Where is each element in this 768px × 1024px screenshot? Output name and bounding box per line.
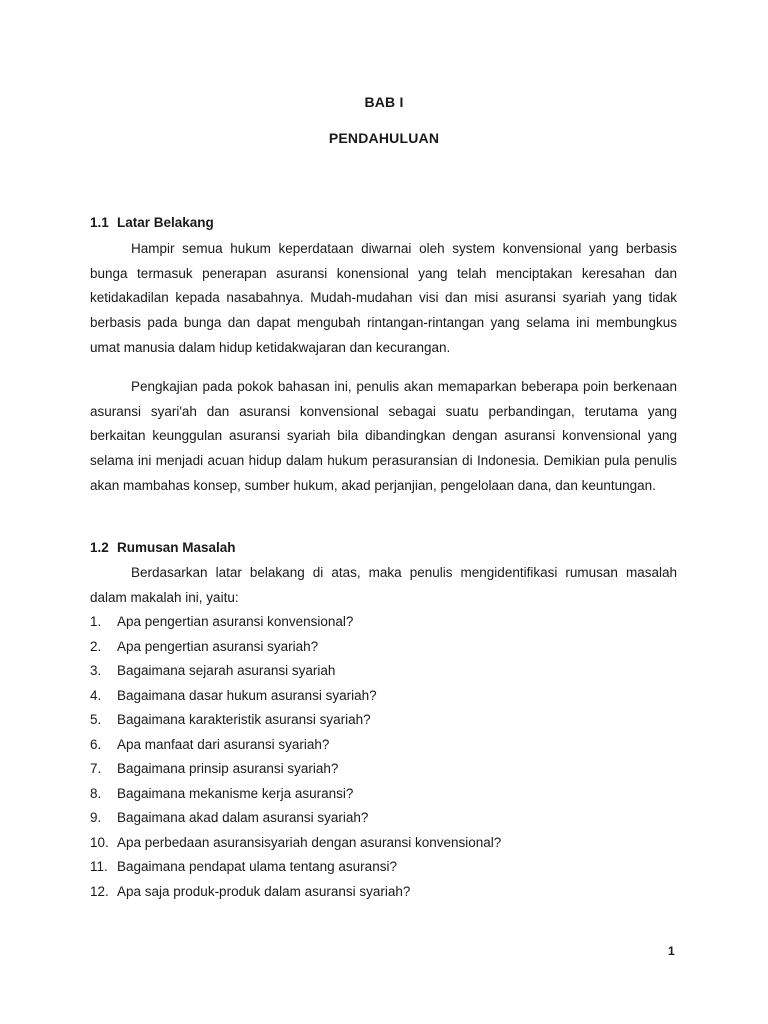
list-item-text: Bagaimana akad dalam asuransi syariah?: [117, 810, 369, 825]
list-item-number: 3.: [90, 663, 102, 678]
list-item: [90, 806, 501, 831]
list-item-text: Apa pengertian asuransi syariah?: [117, 638, 319, 654]
section-title: Rumusan Masalah: [117, 540, 236, 555]
paragraph-latar-belakang-2: Pengkajian pada pokok bahasan ini, penulis akan memaparkan beberapa poin berkenaan asuransi syari'ah dan asuransi konvensional sebagai suatu perbandingan, terutama yang berkaitan keunggulan asuransi syariah bila dibandingkan dengan asuransi konvensional yang selama ini menjadi acuan hidup dalam hukum perasuransian di Indonesia. Demikian pula penulis akan mambahas konsep, sumber hukum, akad perjanjian, pengelolaan dana, dan keuntungan.: [90, 379, 677, 493]
list-item-text: Bagaimana pendapat ulama tentang asuransi?: [117, 859, 397, 874]
list-item-number: 7.: [90, 761, 102, 776]
list-item-text: Bagaimana sejarah asuransi syariah: [117, 663, 336, 678]
list-item: [90, 831, 501, 856]
list-item: [90, 855, 501, 880]
chapter-number: BAB I: [364, 94, 404, 110]
paragraph-rumusan-masalah: Berdasarkan latar belakang di atas, maka penulis mengidentifikasi rumusan masalah dalam makalah ini, yaitu:: [90, 565, 677, 605]
page-number: 1: [668, 944, 675, 958]
list-item: [90, 708, 501, 733]
list-item-number: 8.: [90, 785, 102, 801]
section-heading-latar-belakang: [90, 215, 214, 230]
chapter-title: PENDAHULUAN: [328, 130, 440, 146]
list-item-text: Apa saja produk-produk dalam asuransi syariah?: [117, 883, 411, 899]
list-item-text: Apa pengertian asuransi konvensional?: [117, 614, 354, 629]
list-item-text: Bagaimana dasar hukum asuransi syariah?: [117, 687, 377, 703]
list-item-text: Bagaimana mekanisme kerja asuransi?: [117, 785, 354, 801]
list-item-number: 4.: [90, 687, 102, 703]
list-item-number: 2.: [90, 638, 102, 654]
list-item: [90, 610, 501, 635]
paragraph-latar-belakang-1: Hampir semua hukum keperdataan diwarnai oleh system konvensional yang berbasis bunga termasuk penerapan asuransi konensional yang telah menciptakan keresahan dan ketidakadilan kepada nasabahnya. Mudah-mudahan visi dan misi asuransi syariah yang tidak berbasis pada bunga dan dapat mengubah rintangan-rintangan yang selama ini membungkus umat manusia dalam hidup ketidakwajaran dan kecurangan.: [90, 241, 677, 355]
list-item-text: Bagaimana prinsip asuransi syariah?: [117, 761, 339, 776]
list-item: [90, 635, 501, 660]
list-item-number: 10.: [90, 834, 109, 850]
list-item-number: 11.: [90, 859, 108, 874]
list-item-number: 12.: [90, 883, 109, 899]
list-item-text: Apa perbedaan asuransisyariah dengan asuransi konvensional?: [117, 834, 502, 850]
list-item-number: 1.: [90, 614, 102, 629]
problem-list: [90, 610, 501, 904]
section-number: 1.2: [90, 540, 109, 555]
list-item-number: 5.: [90, 712, 102, 727]
list-item-text: Apa manfaat dari asuransi syariah?: [117, 736, 330, 752]
list-item: [90, 659, 501, 684]
list-item: [90, 782, 501, 807]
list-item-text: Bagaimana karakteristik asuransi syariah?: [117, 712, 371, 727]
list-item-number: 9.: [90, 810, 102, 825]
list-item-number: 6.: [90, 736, 102, 752]
list-item: [90, 733, 501, 758]
section-heading-rumusan-masalah: [90, 540, 236, 555]
list-item: [90, 684, 501, 709]
list-item: [90, 757, 501, 782]
list-item: [90, 880, 501, 905]
section-number: 1.1: [90, 215, 109, 230]
section-title: Latar Belakang: [117, 215, 214, 230]
